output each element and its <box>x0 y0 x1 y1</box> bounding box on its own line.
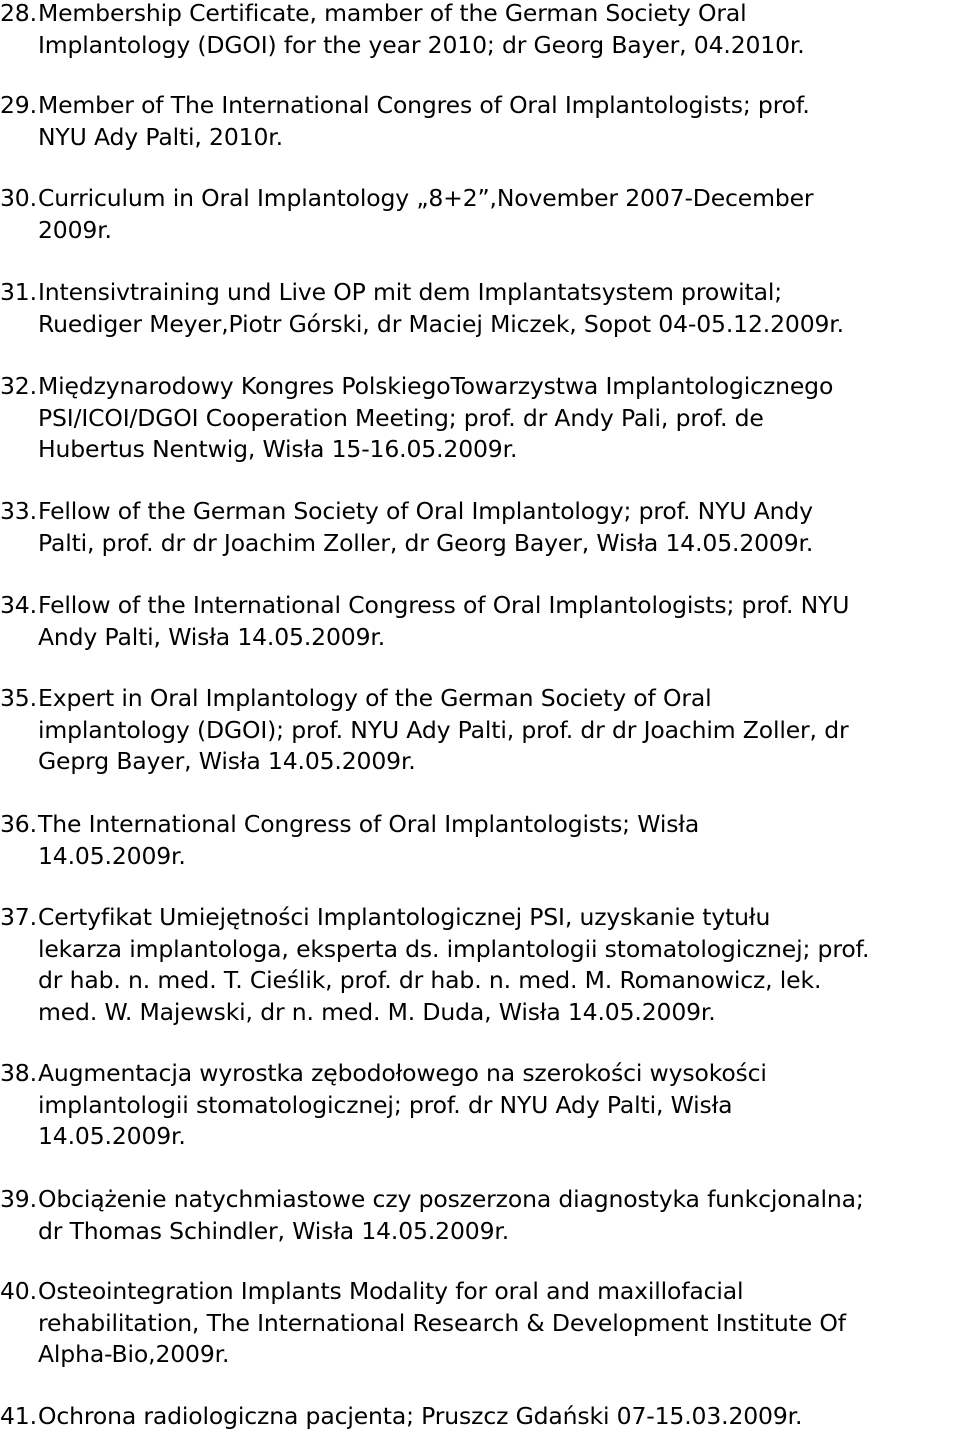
item-text-line: Ochrona radiologiczna pacjenta; Pruszcz Gdański 07-15.03.2009r. <box>38 1402 803 1430</box>
item-number: 41. <box>0 1402 37 1430</box>
item-number: 38. <box>0 1059 37 1087</box>
item-text-line: Member of The International Congres of Oral Implantologists; prof. <box>38 91 810 119</box>
item-text-line: PSI/ICOI/DGOI Cooperation Meeting; prof. dr Andy Pali, prof. de <box>38 403 764 432</box>
list-item <box>0 371 956 466</box>
item-number: 28. <box>0 0 37 27</box>
item-text-line: implantology (DGOI); prof. NYU Ady Palti, prof. dr dr Joachim Zoller, dr <box>38 715 849 744</box>
list-item <box>0 1058 956 1153</box>
item-text-line: Fellow of the International Congress of Oral Implantologists; prof. NYU <box>38 591 850 619</box>
list-item <box>0 90 956 153</box>
item-text-line: Międzynarodowy Kongres PolskiegoTowarzystwa Implantologicznego <box>38 372 834 400</box>
item-number: 34. <box>0 591 37 619</box>
item-number: 30. <box>0 184 37 212</box>
item-text-line: med. W. Majewski, dr n. med. M. Duda, Wisła 14.05.2009r. <box>38 997 716 1026</box>
item-text-line: Osteointegration Implants Modality for oral and maxillofacial <box>38 1277 744 1305</box>
item-number: 32. <box>0 372 37 400</box>
list-item <box>0 1401 956 1433</box>
list-item <box>0 496 956 559</box>
item-text-line: Palti, prof. dr dr Joachim Zoller, dr Georg Bayer, Wisła 14.05.2009r. <box>38 528 814 557</box>
item-text-line: NYU Ady Palti, 2010r. <box>38 122 283 151</box>
item-number: 31. <box>0 278 37 306</box>
item-text-line: rehabilitation, The International Research & Development Institute Of <box>38 1308 846 1337</box>
item-number: 33. <box>0 497 37 525</box>
list-item <box>0 183 956 246</box>
list-item <box>0 1184 956 1247</box>
list-item <box>0 809 956 872</box>
item-number: 36. <box>0 810 37 838</box>
item-text-line: dr Thomas Schindler, Wisła 14.05.2009r. <box>38 1216 510 1245</box>
item-text-line: Obciążenie natychmiastowe czy poszerzona diagnostyka funkcjonalna; <box>38 1185 864 1213</box>
item-text-line: The International Congress of Oral Implantologists; Wisła <box>38 810 700 838</box>
list-item <box>0 0 956 61</box>
item-text-line: 2009r. <box>38 215 112 244</box>
item-text-line: 14.05.2009r. <box>38 1122 186 1150</box>
list-item <box>0 590 956 653</box>
list-item <box>0 1276 956 1371</box>
item-text-line: Intensivtraining und Live OP mit dem Implantatsystem prowital; <box>38 278 782 306</box>
item-text-line: Curriculum in Oral Implantology „8+2”,November 2007-December <box>38 184 814 212</box>
item-text-line: Membership Certificate, mamber of the German Society Oral <box>38 0 747 27</box>
item-text-line: Ruediger Meyer,Piotr Górski, dr Maciej Miczek, Sopot 04-05.12.2009r. <box>38 309 844 338</box>
item-text-line: Fellow of the German Society of Oral Implantology; prof. NYU Andy <box>38 497 813 525</box>
item-number: 29. <box>0 91 37 119</box>
item-text-line: Implantology (DGOI) for the year 2010; dr Georg Bayer, 04.2010r. <box>38 30 805 59</box>
item-text-line: Certyfikat Umiejętności Implantologicznej PSI, uzyskanie tytułu <box>38 903 771 931</box>
item-text-line: 14.05.2009r. <box>38 841 186 870</box>
list-item <box>0 683 956 778</box>
item-text-line: Expert in Oral Implantology of the German Society of Oral <box>38 684 712 712</box>
item-text-line: implantologii stomatologicznej; prof. dr NYU Ady Palti, Wisła <box>38 1090 733 1119</box>
list-item <box>0 277 956 340</box>
item-text-line: dr hab. n. med. T. Cieślik, prof. dr hab. n. med. M. Romanowicz, lek. <box>38 966 822 994</box>
item-text-line: Geprg Bayer, Wisła 14.05.2009r. <box>38 747 416 775</box>
item-text-line: Hubertus Nentwig, Wisła 15-16.05.2009r. <box>38 435 518 463</box>
item-text-line: Andy Palti, Wisła 14.05.2009r. <box>38 622 386 651</box>
item-number: 37. <box>0 903 37 931</box>
item-text-line: lekarza implantologa, eksperta ds. implantologii stomatologicznej; prof. <box>38 934 870 963</box>
item-number: 39. <box>0 1185 37 1213</box>
item-text-line: Augmentacja wyrostka zębodołowego na szerokości wysokości <box>38 1059 767 1087</box>
item-number: 40. <box>0 1277 37 1305</box>
item-text-line: Alpha-Bio,2009r. <box>38 1340 230 1368</box>
list-item <box>0 902 956 1028</box>
item-number: 35. <box>0 684 37 712</box>
